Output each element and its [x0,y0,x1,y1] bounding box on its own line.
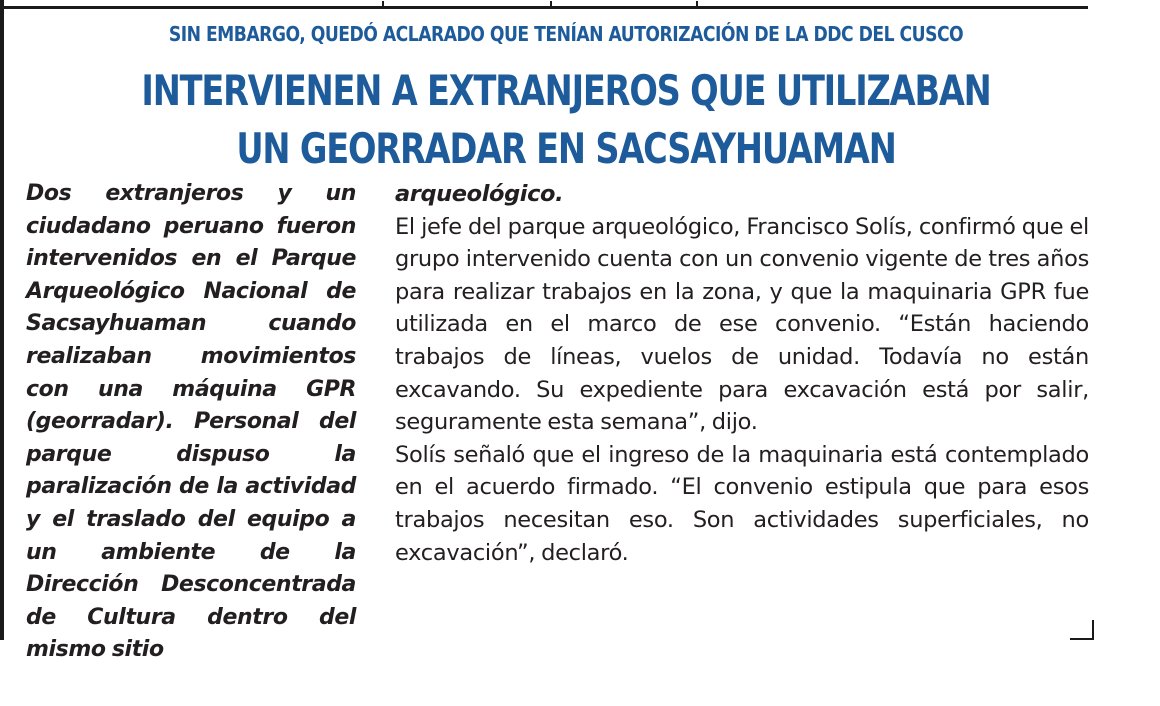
article-body [395,178,1089,569]
headline-line-2: UN GEORRADAR EN SACSAYHUAMAN [236,124,896,173]
headline-line-1: INTERVIENEN A EXTRANJEROS QUE UTILIZABAN [141,66,991,115]
article-lead: Dos extranjeros y un ciudadano peruano fueron intervenidos en el Parque Arqueológico Nacional de Sacsayhuaman cuando realizaban movimientos con una máquina GPR (georradar). Personal del parque dispuso la paralización de la actividad y el traslado del equipo a un ambiente de la Dirección Desconcentrada de Cultura dentro del mismo sitio [26,181,356,663]
article-kicker: SIN EMBARGO, QUEDÓ ACLARADO QUE TENÍAN AUTORIZACIÓN DE LA DDC DEL CUSCO [168,22,964,46]
article-lead-continuation: arqueológico. [395,181,564,207]
top-rule-ticks [380,0,720,6]
end-of-article-mark [1070,620,1094,640]
article-headline [116,62,1015,178]
article-paragraph-1: El jefe del parque arqueológico, Francisco Solís, confirmó que el grupo intervenido cuenta con un convenio vigente de tres años para realizar trabajos en la zona, y que la maquinaria GPR fue utilizada en el marco de ese convenio. “Están haciendo trabajos de líneas, vuelos de unidad. Todavía no están excavando. Su expediente para excavación está por salir, seguramente esta semana”, dijo. [395,213,1089,436]
article-paragraph-2: Solís señaló que el ingreso de la maquinaria está contemplado en el acuerdo firmado. “El convenio estipula que para esos trabajos necesitan eso. Son actividades superficiales, no excavación”, declaró. [395,441,1089,566]
left-page-rule [0,0,4,640]
top-page-rule [4,6,1088,9]
